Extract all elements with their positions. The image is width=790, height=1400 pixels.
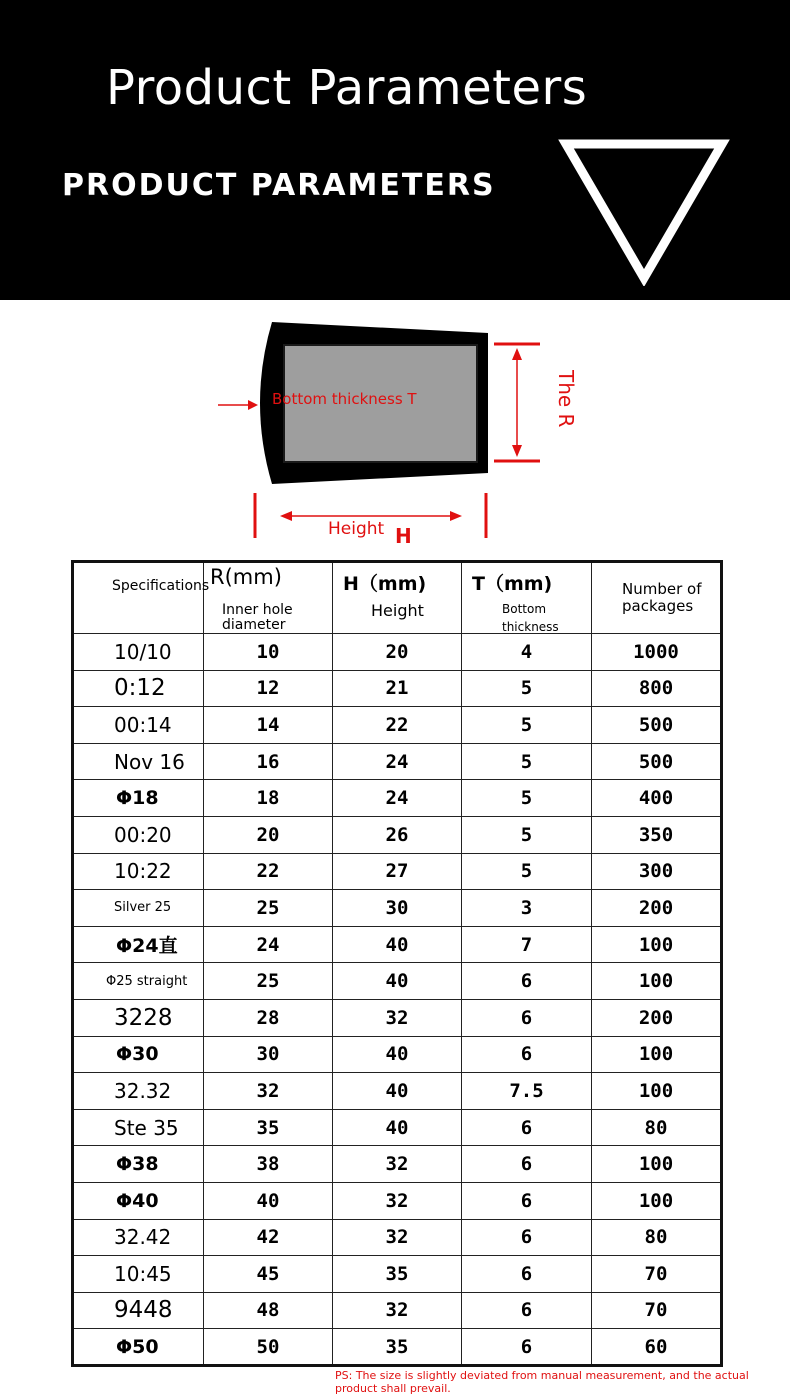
header-r-main: R(mm): [210, 565, 282, 589]
t-cell: 5: [462, 743, 592, 780]
spec-cell: 10:22: [73, 853, 204, 890]
table-row: [73, 707, 722, 744]
r-cell: 14: [204, 707, 333, 744]
h-cell: 40: [333, 926, 462, 963]
height-arrow-head-left: [280, 511, 292, 521]
r-label: The R: [554, 370, 578, 428]
header-h-cell: [333, 562, 462, 634]
r-cell: 48: [204, 1292, 333, 1329]
packages-cell: 100: [592, 1146, 722, 1183]
header-t-cell: [462, 562, 592, 634]
table-row: [73, 670, 722, 707]
footnote: PS: The size is slightly deviated from manual measurement, and the actual product shall prevail.: [335, 1369, 749, 1395]
height-arrow-head-right: [450, 511, 462, 521]
h-cell: 35: [333, 1329, 462, 1366]
page-subtitle: PRODUCT PARAMETERS: [62, 168, 496, 203]
spec-cell: Φ18: [73, 780, 204, 817]
spec-cell: 00:20: [73, 816, 204, 853]
table-row: [73, 816, 722, 853]
product-cross-section: [0, 300, 790, 555]
packages-cell: 500: [592, 707, 722, 744]
table-row: [73, 1329, 722, 1366]
header-banner: [0, 0, 790, 300]
h-cell: 24: [333, 780, 462, 817]
packages-cell: 100: [592, 1182, 722, 1219]
r-cell: 28: [204, 999, 333, 1036]
packages-cell: 100: [592, 963, 722, 1000]
t-cell: 6: [462, 1182, 592, 1219]
h-cell: 40: [333, 1073, 462, 1110]
spec-cell: 3228: [73, 999, 204, 1036]
r-cell: 30: [204, 1036, 333, 1073]
table-row: [73, 743, 722, 780]
table-row: [73, 1109, 722, 1146]
packages-cell: 100: [592, 926, 722, 963]
t-cell: 6: [462, 1292, 592, 1329]
h-cell: 24: [333, 743, 462, 780]
packages-cell: 500: [592, 743, 722, 780]
r-cell: 35: [204, 1109, 333, 1146]
table-row: [73, 999, 722, 1036]
header-h-main: H（mm): [343, 573, 427, 595]
h-cell: 32: [333, 1146, 462, 1183]
table-row: [73, 1292, 722, 1329]
t-cell: 3: [462, 890, 592, 927]
header-r-sub: Inner hole diameter: [222, 602, 293, 633]
t-cell: 4: [462, 634, 592, 671]
r-cell: 38: [204, 1146, 333, 1183]
h-cell: 32: [333, 1219, 462, 1256]
r-arrow-head-top: [512, 348, 522, 360]
h-cell: 32: [333, 1182, 462, 1219]
t-cell: 6: [462, 999, 592, 1036]
r-cell: 18: [204, 780, 333, 817]
t-cell: 6: [462, 1036, 592, 1073]
header-pkg: Number of packages: [622, 580, 702, 615]
r-cell: 16: [204, 743, 333, 780]
table-row: [73, 1182, 722, 1219]
t-cell: 5: [462, 816, 592, 853]
table-row: [73, 1036, 722, 1073]
table-row: [73, 890, 722, 927]
packages-cell: 80: [592, 1109, 722, 1146]
t-cell: 6: [462, 1329, 592, 1366]
table-row: [73, 1219, 722, 1256]
packages-cell: 100: [592, 1073, 722, 1110]
spec-cell: 0:12: [73, 670, 204, 707]
height-letter: H: [395, 524, 412, 548]
t-cell: 5: [462, 670, 592, 707]
page-title: Product Parameters: [106, 60, 588, 116]
spec-cell: Φ50: [73, 1329, 204, 1366]
h-cell: 27: [333, 853, 462, 890]
spec-cell: Φ38: [73, 1146, 204, 1183]
header-spec-cell: [73, 562, 210, 634]
t-cell: 5: [462, 853, 592, 890]
r-cell: 25: [204, 963, 333, 1000]
packages-cell: 350: [592, 816, 722, 853]
packages-cell: 400: [592, 780, 722, 817]
r-cell: 12: [204, 670, 333, 707]
spec-cell: 32.32: [73, 1073, 204, 1110]
t-cell: 5: [462, 707, 592, 744]
spec-cell: Silver 25: [73, 890, 204, 927]
r-cell: 40: [204, 1182, 333, 1219]
t-cell: 6: [462, 1109, 592, 1146]
spec-cell: Φ24直: [73, 926, 204, 963]
packages-cell: 70: [592, 1292, 722, 1329]
packages-cell: 200: [592, 890, 722, 927]
packages-cell: 60: [592, 1329, 722, 1366]
packages-cell: 80: [592, 1219, 722, 1256]
packages-cell: 800: [592, 670, 722, 707]
spec-cell: Ste 35: [73, 1109, 204, 1146]
header-pkg-cell: [592, 562, 722, 634]
spec-cell: 10/10: [73, 634, 204, 671]
thickness-label: Bottom thickness T: [272, 390, 417, 408]
spec-cell: Φ30: [73, 1036, 204, 1073]
t-cell: 7.5: [462, 1073, 592, 1110]
h-cell: 22: [333, 707, 462, 744]
table-row: [73, 926, 722, 963]
header-h-sub: Height: [371, 601, 424, 620]
t-cell: 5: [462, 780, 592, 817]
r-arrow-head-bottom: [512, 445, 522, 457]
header-spec: Specifications: [112, 578, 210, 594]
table-row: [73, 1256, 722, 1293]
t-cell: 6: [462, 963, 592, 1000]
h-cell: 20: [333, 634, 462, 671]
spec-cell: 10:45: [73, 1256, 204, 1293]
t-cell: 6: [462, 1146, 592, 1183]
height-label: Height: [328, 519, 385, 539]
header-t-main: T（mm): [472, 573, 553, 595]
spec-cell: 9448: [73, 1292, 204, 1329]
h-cell: 21: [333, 670, 462, 707]
table-row: [73, 634, 722, 671]
packages-cell: 70: [592, 1256, 722, 1293]
r-cell: 10: [204, 634, 333, 671]
t-cell: 6: [462, 1219, 592, 1256]
spec-cell: Φ25 straight: [73, 963, 204, 1000]
packages-cell: 300: [592, 853, 722, 890]
table-header-row: [73, 562, 722, 634]
table-row: [73, 1146, 722, 1183]
h-cell: 32: [333, 999, 462, 1036]
h-cell: 35: [333, 1256, 462, 1293]
r-cell: 45: [204, 1256, 333, 1293]
h-cell: 32: [333, 1292, 462, 1329]
packages-cell: 1000: [592, 634, 722, 671]
h-cell: 40: [333, 1036, 462, 1073]
packages-cell: 200: [592, 999, 722, 1036]
table-row: [73, 1073, 722, 1110]
t-cell: 6: [462, 1256, 592, 1293]
spec-cell: Nov 16: [73, 743, 204, 780]
h-cell: 40: [333, 963, 462, 1000]
down-triangle-icon: [558, 138, 730, 286]
r-cell: 22: [204, 853, 333, 890]
spec-cell: 32.42: [73, 1219, 204, 1256]
spec-cell: 00:14: [73, 707, 204, 744]
table-row: [73, 780, 722, 817]
r-cell: 24: [204, 926, 333, 963]
t-cell: 7: [462, 926, 592, 963]
table-row: [73, 853, 722, 890]
r-cell: 32: [204, 1073, 333, 1110]
packages-cell: 100: [592, 1036, 722, 1073]
thickness-arrow-head: [248, 400, 258, 410]
spec-table: [71, 560, 723, 1367]
r-cell: 20: [204, 816, 333, 853]
r-cell: 50: [204, 1329, 333, 1366]
h-cell: 40: [333, 1109, 462, 1146]
product-diagram: [0, 300, 790, 555]
h-cell: 26: [333, 816, 462, 853]
spec-cell: Φ40: [73, 1182, 204, 1219]
header-r-cell: [204, 562, 333, 634]
table-row: [73, 963, 722, 1000]
r-cell: 42: [204, 1219, 333, 1256]
r-cell: 25: [204, 890, 333, 927]
h-cell: 30: [333, 890, 462, 927]
header-t-sub: Bottom thickness: [502, 602, 559, 634]
